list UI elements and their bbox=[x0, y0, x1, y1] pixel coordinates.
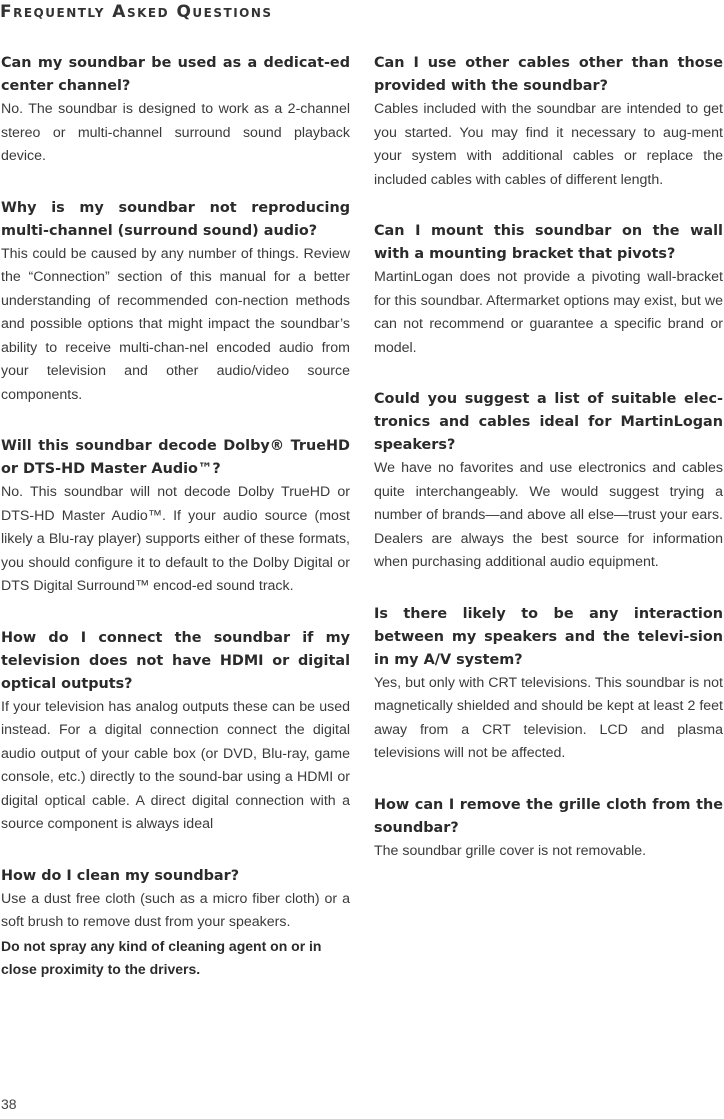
faq-answer: MartinLogan does not provide a pivoting wall-bracket for this soundbar. Aftermarket options may exist, but we can not recommend or guarantee a specific brand or model. bbox=[374, 269, 723, 356]
faq-item bbox=[1, 865, 350, 982]
faq-answer: No. The soundbar is designed to work as a 2-channel stereo or multi-channel surround sound playback device. bbox=[1, 101, 350, 164]
faq-item bbox=[374, 220, 723, 360]
page-number: 38 bbox=[1, 1096, 17, 1112]
faq-item bbox=[1, 52, 350, 169]
faq-item bbox=[1, 435, 350, 599]
faq-question: How do I clean my soundbar? bbox=[1, 867, 240, 884]
faq-column-left bbox=[1, 52, 350, 1010]
faq-column-right bbox=[374, 52, 723, 891]
faq-answer: Yes, but only with CRT televisions. This soundbar is not magnetically shielded and should be kept at least 2 feet away from a CRT television. LCD and plasma televisions will not be affected. bbox=[374, 674, 723, 761]
faq-answer: No. This soundbar will not decode Dolby TrueHD or DTS-HD Master Audio™. If your audio source (most likely a Blu-ray player) supports either of these formats, you should configure it to default to the Dolby Digital or DTS Digital Surround™ encod-ed sound track. bbox=[1, 484, 350, 594]
faq-question: Could you suggest a list of suitable elec-tronics and cables ideal for MartinLogan speakers? bbox=[374, 391, 723, 453]
faq-question: How do I connect the soundbar if my television does not have HDMI or digital optical outputs? bbox=[1, 629, 350, 692]
faq-answer: We have no favorites and use electronics and cables quite interchangeably. We would suggest trying a number of brands—and above all else—trust your ears. Dealers are always the best source for information when purchasing additional audio equipment. bbox=[374, 460, 723, 570]
faq-item bbox=[374, 794, 723, 864]
faq-question: How can I remove the grille cloth from the soundbar? bbox=[374, 796, 723, 836]
faq-answer: If your television has analog outputs these can be used instead. For a digital connection connect the digital audio output of your cable box (or DVD, Blu-ray, game console, etc.) directly to the sound-bar using a HDMI or digital optical cable. A direct digital connection with a source component is always ideal bbox=[1, 698, 350, 832]
faq-answer: Use a dust free cloth (such as a micro fiber cloth) or a soft brush to remove dust from your speakers. bbox=[1, 890, 350, 930]
faq-question: Why is my soundbar not reproducing multi-channel (surround sound) audio? bbox=[1, 199, 350, 239]
faq-question: Can I use other cables other than those provided with the soundbar? bbox=[374, 55, 723, 94]
faq-answer: This could be caused by any number of things. Review the “Connection” section of this manual for a better understanding of recommended con-nection methods and possible options that might impact the soundbar’s ability to receive multi-chan-nel encoded audio from your television and other audio/video source components. bbox=[1, 245, 350, 403]
faq-item bbox=[374, 388, 723, 575]
faq-question: Can my soundbar be used as a dedicat-ed center channel? bbox=[1, 55, 350, 94]
faq-item bbox=[1, 197, 350, 408]
cleaning-warning: Do not spray any kind of cleaning agent on or in close proximity to the drivers. bbox=[1, 937, 322, 977]
faq-answer: The soundbar grille cover is not removable. bbox=[374, 842, 647, 859]
faq-answer: Cables included with the soundbar are intended to get you started. You may find it necessary to aug-ment your system with additional cables or replace the included cables with cables of different length. bbox=[374, 101, 723, 188]
faq-item bbox=[374, 603, 723, 766]
page-title: Frequently Asked Questions bbox=[0, 2, 273, 22]
faq-item bbox=[1, 627, 350, 837]
faq-question: Can I mount this soundbar on the wall with a mounting bracket that pivots? bbox=[374, 223, 723, 262]
faq-question: Will this soundbar decode Dolby® TrueHD or DTS-HD Master Audio™? bbox=[1, 438, 350, 477]
faq-item bbox=[374, 52, 723, 192]
faq-question: Is there likely to be any interaction between my speakers and the televi-sion in my A/V system? bbox=[374, 605, 723, 668]
